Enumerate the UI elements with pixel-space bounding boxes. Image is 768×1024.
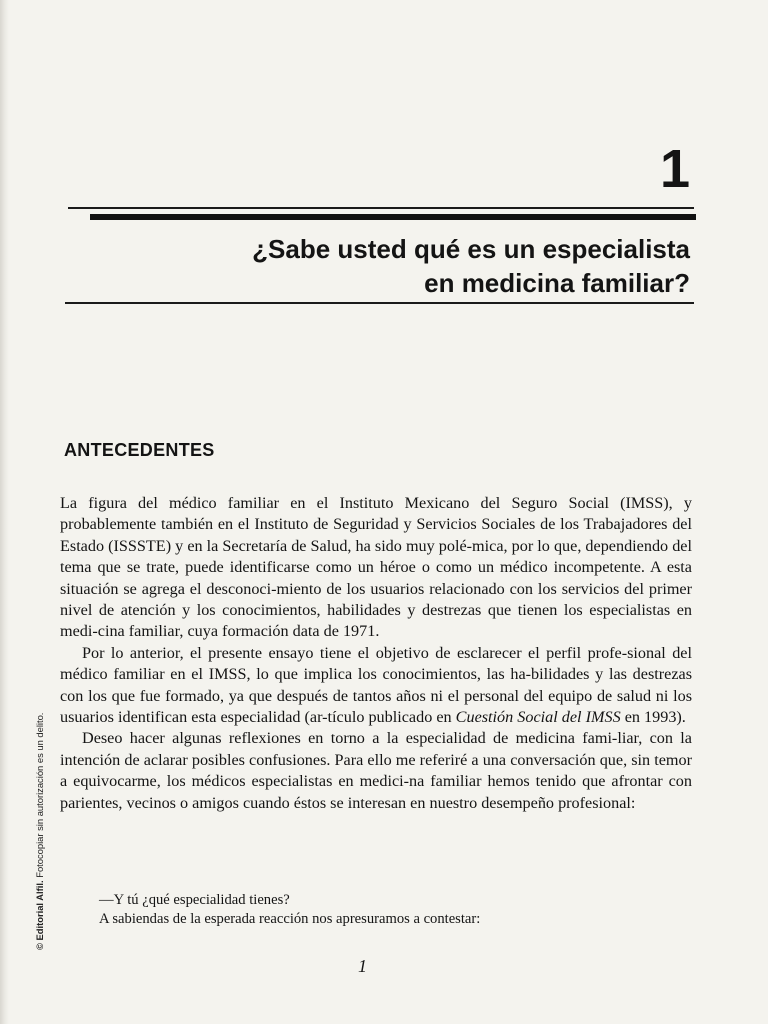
paragraph-1: La figura del médico familiar en el Instituto Mexicano del Seguro Social (IMSS), y probablemente también en el Instituto de Seguridad y Servicios Sociales de los Trabajadores del Estado (ISSSTE) y en la Secretaría de Salud, ha sido muy polé-mica, por lo que, dependiendo del tema que se trate, puede identificarse como un héroe o como un médico incompetente. A esta situación se agrega el desconoci-miento de los usuarios relacionado con los servicios del primer nivel de atención y los conocimientos, habilidades y destrezas que tienen los especialistas en medi-cina familiar, cuya formación data de 1971. <box>60 494 692 641</box>
paragraph-3: Deseo hacer algunas reflexiones en torno a la especialidad de medicina fami-liar, con la intención de aclarar posibles confusiones. Para ello me referiré a una conversación que, sin temor a equivocarme, los médicos especialistas en medici-na familiar hemos tenido que afrontar con parientes, vecinos o amigos cuando éstos se interesan en nuestro desempeño profesional: <box>60 729 692 812</box>
chapter-title <box>90 232 690 300</box>
page-number: 1 <box>358 956 367 976</box>
chapter-title-line-1: ¿Sabe usted qué es un especialista <box>252 234 690 264</box>
copyright-notice <box>34 713 45 950</box>
publisher-name: Editorial Alfil. <box>34 880 45 941</box>
chapter-number: 1 <box>659 139 690 199</box>
body-text <box>60 493 692 814</box>
chapter-title-line-2: en medicina familiar? <box>424 268 690 298</box>
dialogue-block <box>99 891 659 929</box>
dialogue-question: —Y tú ¿qué especialidad tienes? <box>99 892 290 908</box>
paragraph-2-end: en 1993). <box>620 708 686 727</box>
top-thick-rule <box>90 214 696 220</box>
dialogue-intro: A sabiendas de la esperada reacción nos apresuramos a contestar: <box>99 911 481 927</box>
paragraph-2-text: Por lo anterior, el presente ensayo tiene el objetivo de esclarecer el perfil profe-sional del médico familiar en el IMSS, lo que implica los conocimientos, las ha-bilidades y las destrezas con los que fue formado, ya que después de tantos años ni el personal del equipo de salud ni los usuarios identifican esta especialidad (ar-tículo publicado en <box>60 643 692 727</box>
bottom-thin-rule <box>65 302 694 304</box>
paragraph-2 <box>60 643 692 729</box>
top-thin-rule <box>68 207 694 209</box>
page-edge-shadow <box>0 0 9 1024</box>
copyright-icon: © <box>34 943 45 950</box>
copyright-text: Fotocopiar sin autorización es un delito. <box>34 712 45 878</box>
section-heading: ANTECEDENTES <box>64 440 215 460</box>
publication-title: Cuestión Social del IMSS <box>455 708 621 727</box>
